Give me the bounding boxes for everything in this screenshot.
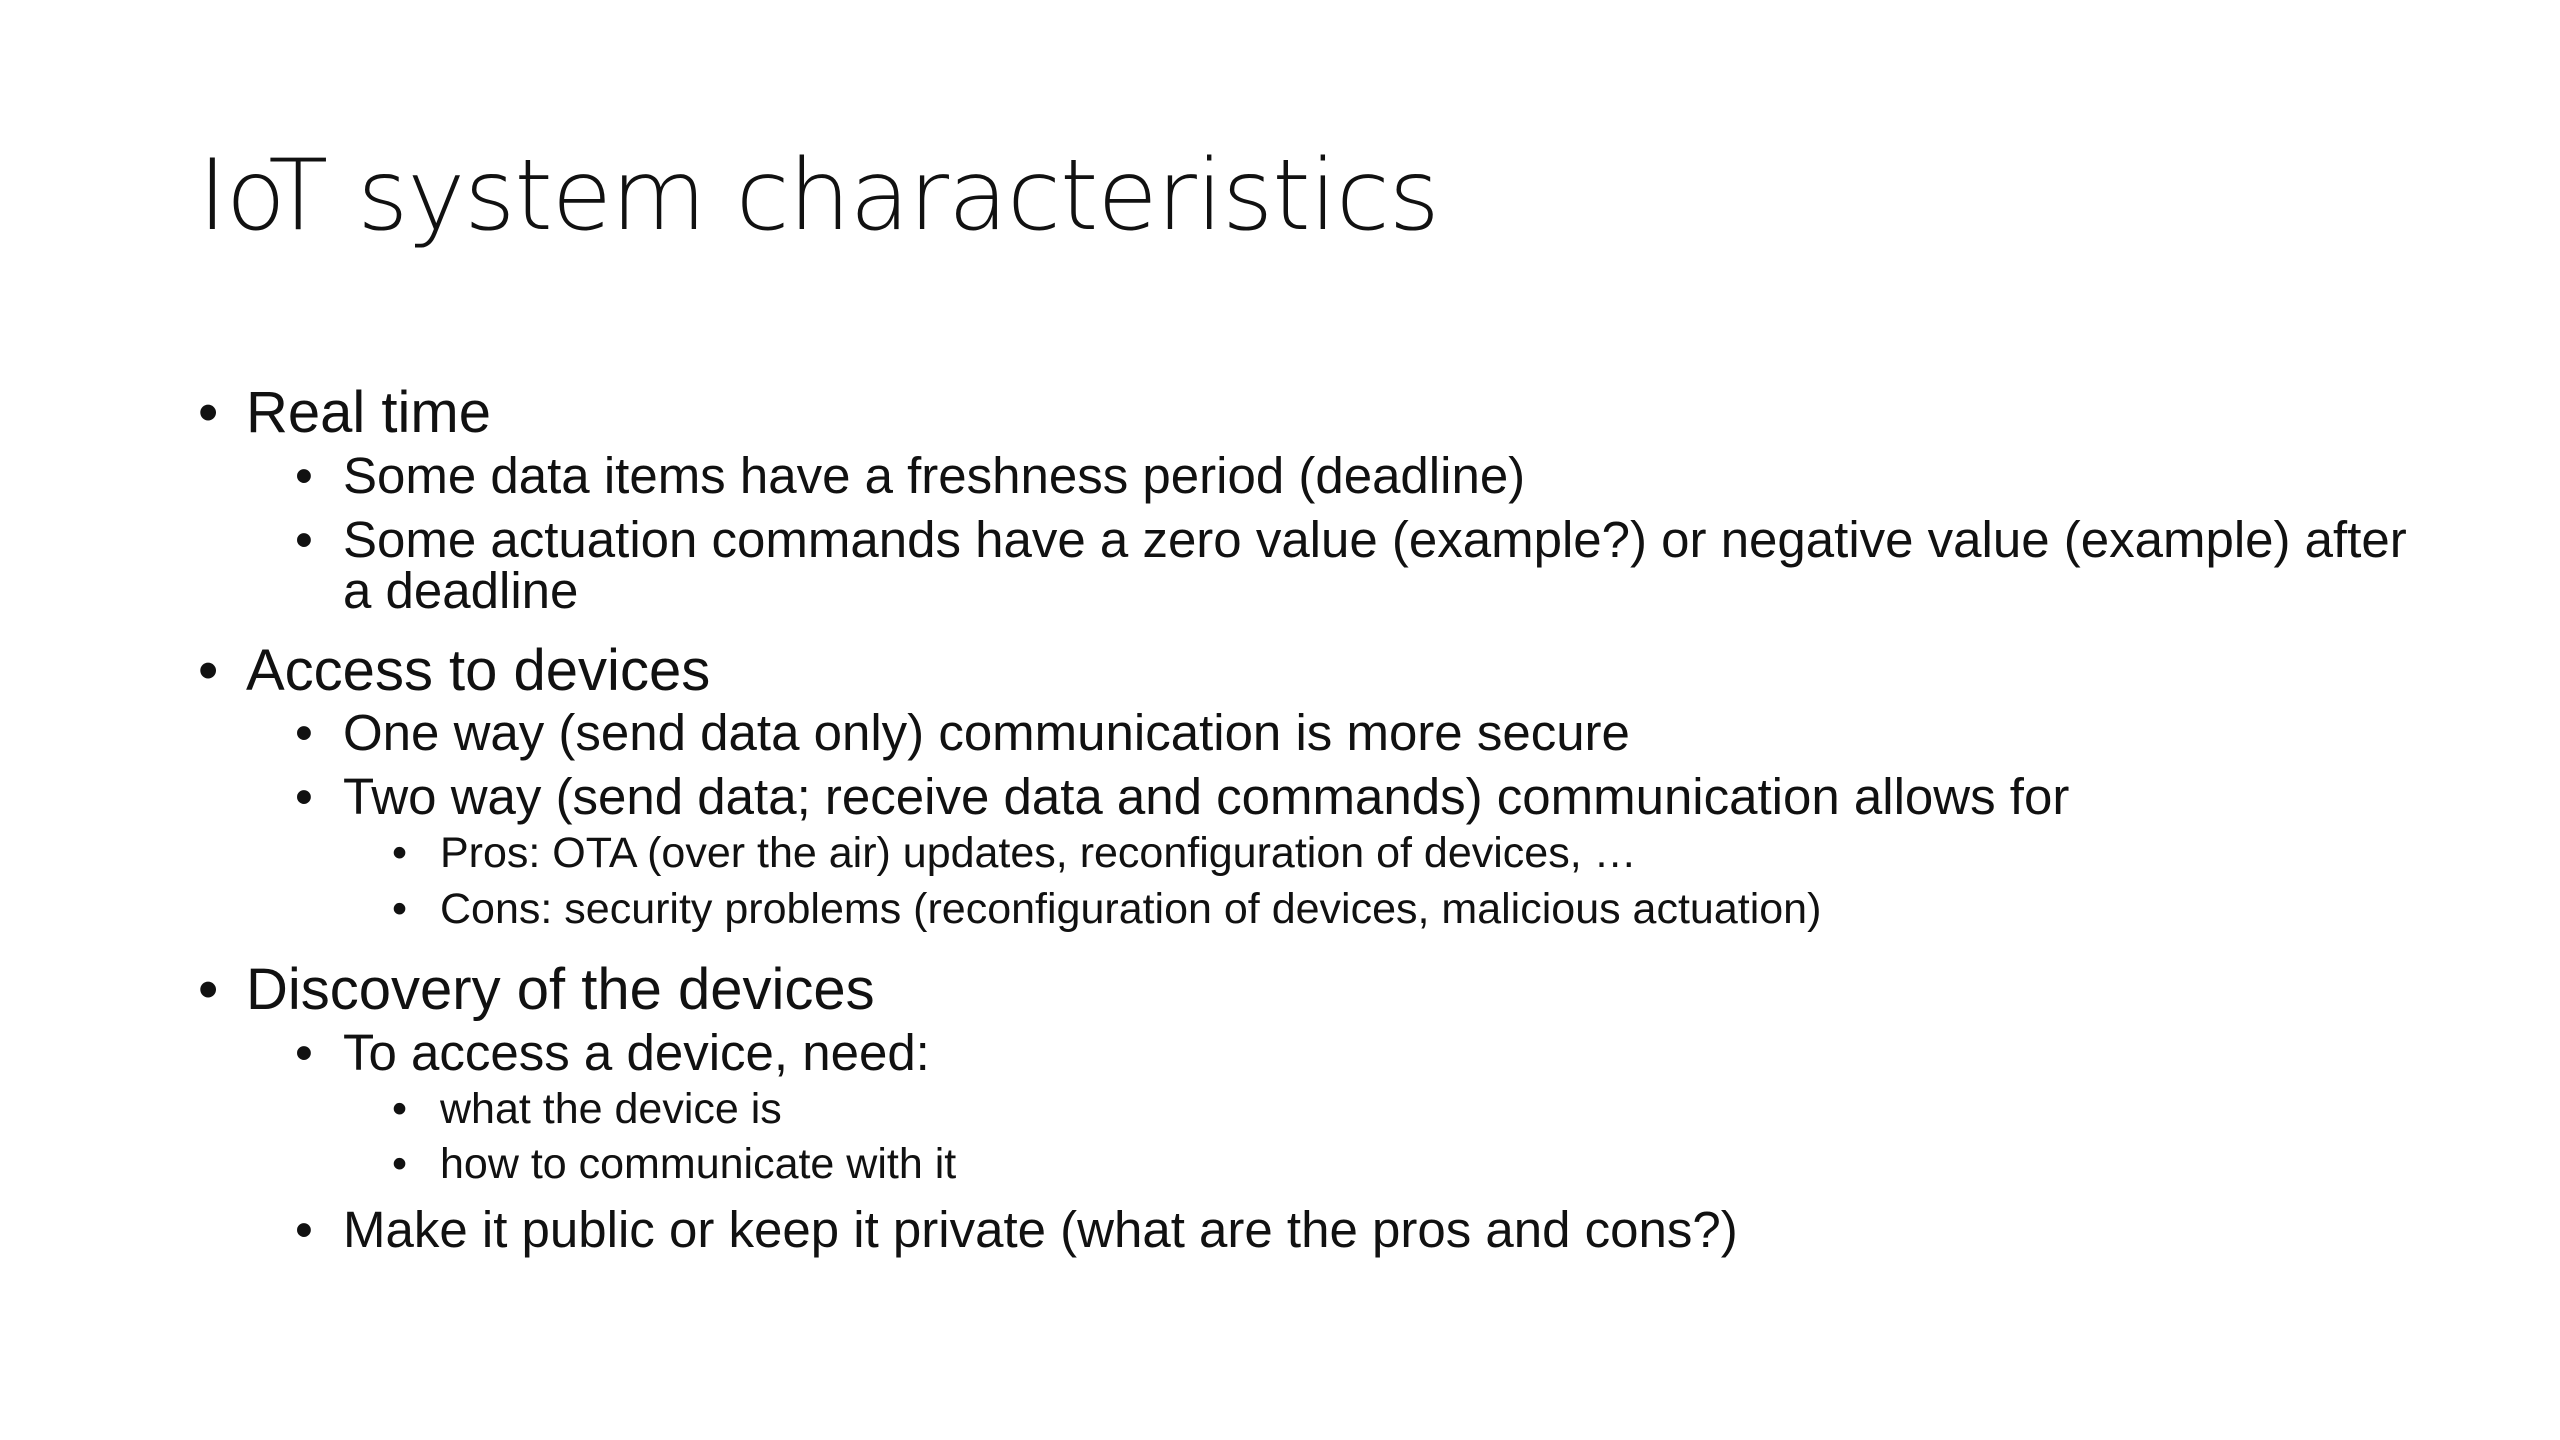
sub-bullet-list bbox=[295, 704, 2438, 935]
bullet-icon: • bbox=[392, 829, 408, 878]
list-item bbox=[392, 1084, 2438, 1136]
list-item bbox=[295, 1200, 2438, 1258]
list-item bbox=[392, 828, 2438, 880]
list-item bbox=[392, 1139, 2438, 1191]
bullet-list bbox=[198, 380, 2438, 1258]
list-item-text: Pros: OTA (over the air) updates, reconfiguration of devices, … bbox=[440, 829, 1637, 878]
list-item-text: Cons: security problems (reconfiguration of devices, malicious actuation) bbox=[440, 884, 1822, 933]
bullet-icon: • bbox=[198, 637, 219, 703]
bullet-icon: • bbox=[295, 768, 313, 826]
list-item-text: Two way (send data; receive data and commands) communication allows for bbox=[343, 768, 2070, 826]
list-item-text: Make it public or keep it private (what are the pros and cons?) bbox=[343, 1200, 1738, 1258]
sub-sub-bullet-list bbox=[392, 828, 2438, 935]
list-item-text: what the device is bbox=[440, 1084, 782, 1133]
list-item bbox=[198, 957, 2438, 1258]
list-item-text: how to communicate with it bbox=[440, 1140, 957, 1189]
list-item bbox=[295, 1023, 2438, 1191]
list-item-text: Access to devices bbox=[246, 637, 711, 703]
slide-content bbox=[198, 380, 2438, 1258]
sub-bullet-list bbox=[295, 446, 2438, 619]
sub-bullet-list bbox=[295, 1023, 2438, 1258]
list-item-text: Some data items have a freshness period (deadline) bbox=[343, 446, 1526, 504]
list-item-text: Real time bbox=[246, 380, 491, 445]
bullet-icon: • bbox=[295, 446, 313, 504]
bullet-icon: • bbox=[295, 1200, 313, 1258]
list-item-text: Some actuation commands have a zero value (example?) or negative value (example) after a deadline bbox=[343, 510, 2407, 619]
list-item bbox=[295, 446, 2438, 504]
bullet-icon: • bbox=[295, 704, 313, 762]
list-item bbox=[392, 884, 2438, 936]
bullet-icon: • bbox=[392, 1140, 408, 1189]
list-item-text: Discovery of the devices bbox=[246, 957, 875, 1023]
bullet-icon: • bbox=[295, 1023, 313, 1081]
sub-sub-bullet-list bbox=[392, 1084, 2438, 1191]
bullet-icon: • bbox=[295, 510, 313, 568]
bullet-icon: • bbox=[392, 884, 408, 933]
slide-title: IoT system characteristics bbox=[198, 139, 1439, 253]
bullet-icon: • bbox=[198, 957, 219, 1023]
list-item bbox=[295, 704, 2438, 762]
bullet-icon: • bbox=[198, 380, 219, 445]
bullet-icon: • bbox=[392, 1084, 408, 1133]
list-item bbox=[295, 768, 2438, 935]
list-item bbox=[198, 638, 2438, 936]
list-item bbox=[198, 380, 2438, 619]
list-item-text: To access a device, need: bbox=[343, 1023, 930, 1081]
list-item-text: One way (send data only) communication is more secure bbox=[343, 704, 1630, 762]
list-item bbox=[295, 510, 2438, 619]
